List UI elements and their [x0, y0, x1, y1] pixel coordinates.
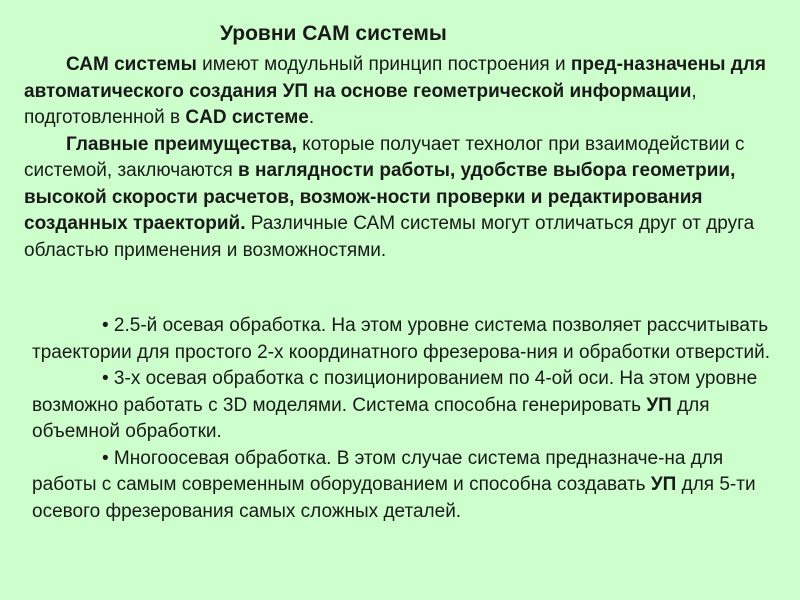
level-item-3: [32, 446, 778, 526]
text-run: Различные САМ системы могут отличаться друг от друга областью применения и возможностями.: [24, 213, 755, 261]
bold-phrase: УП: [650, 474, 677, 495]
text-run: • Многоосевая обработка. В этом случае система предназначе-на для работы с самым современным оборудованием и способна создавать: [32, 447, 724, 495]
bold-phrase: САМ системы: [66, 54, 197, 75]
bold-phrase: Главные преимущества,: [66, 133, 297, 155]
bold-phrase: в наглядности работы, удобстве выбора геометрии, высокой скорости расчетов, возмож-ности проверки и редактирования созданных траекторий.: [24, 160, 736, 234]
text-run: для 5-ти осевого фрезерования самых сложных деталей.: [32, 474, 756, 522]
text-run: • 2.5-й осевая обработка. На этом уровне система позволяет рассчитывать траектории для простого 2-х координатного фрезерова-ния и обработки отверстий.: [32, 315, 771, 363]
intro-paragraph-2: [24, 132, 776, 265]
level-item-2: [32, 366, 778, 446]
text-run: , подготовленной в: [24, 80, 697, 128]
intro-text: [24, 52, 776, 264]
intro-paragraph-1: [24, 52, 776, 132]
bold-phrase: пред-назначены для автоматического создания УП на основе геометрической информации: [24, 54, 767, 102]
text-run: которые получает технолог при взаимодействии с системой, заключаются: [24, 133, 745, 181]
levels-list: [32, 313, 778, 525]
bold-phrase: CAD системе: [185, 107, 309, 128]
text-run: для объемной обработки.: [32, 394, 710, 442]
text-run: имеют модульный принцип построения и: [196, 54, 571, 75]
level-item-1: [32, 313, 778, 366]
bold-phrase: УП: [646, 394, 672, 416]
slide-title: Уровни САМ системы: [220, 22, 447, 45]
text-run: .: [308, 107, 315, 128]
text-run: • 3-х осевая обработка с позиционированием по 4-ой оси. На этом уровне возможно работать с 3D моделями. Система способна генерировать: [32, 368, 758, 416]
